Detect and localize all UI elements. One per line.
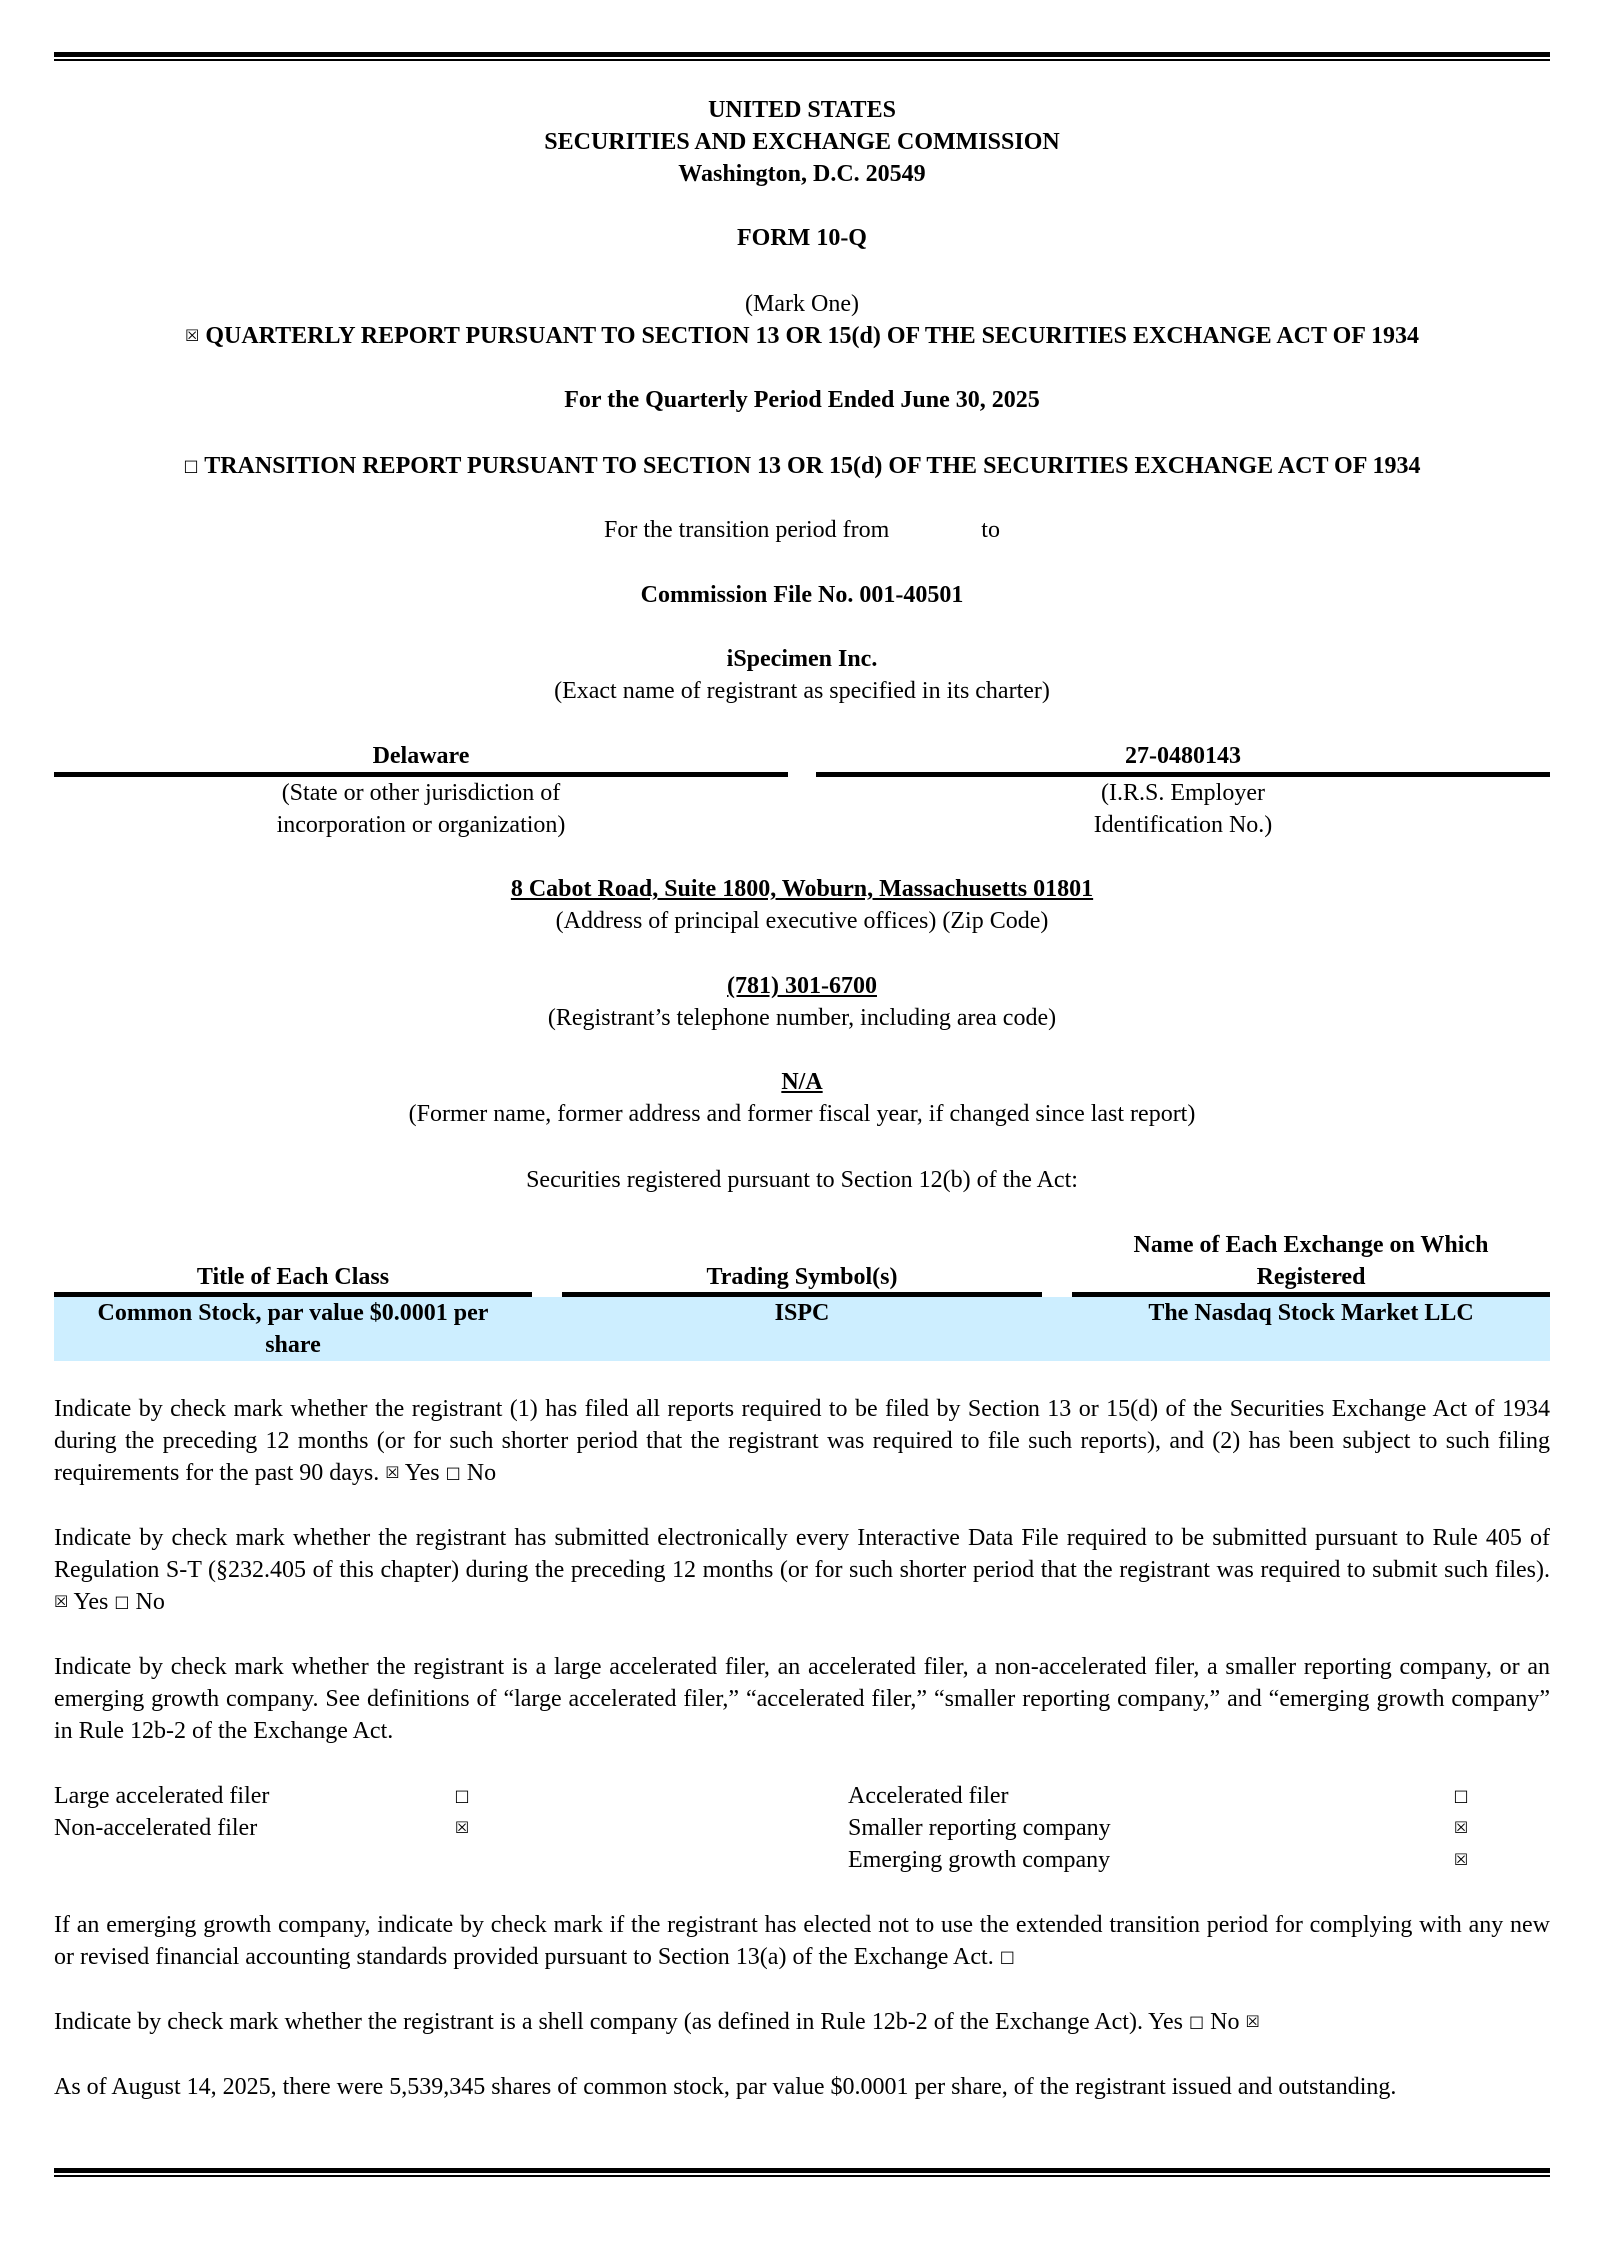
reports-filed-paragraph [54, 1393, 1550, 1491]
accelerated-filer-mark: □ [1453, 1786, 1469, 1805]
mark-one: (Mark One) [745, 291, 859, 317]
interactive-data-no-checkbox: □ [114, 1592, 130, 1611]
bottom-double-rule [54, 2168, 1550, 2177]
reports-filed-no-checkbox: □ [445, 1463, 461, 1482]
former-name-text: N/A [781, 1069, 823, 1095]
top-double-rule [54, 52, 1550, 61]
cell-title-line-2: share [265, 1332, 321, 1358]
non-accelerated-filer-checkbox [442, 1812, 482, 1844]
ein-caption-line-1: (I.R.S. Employer [1101, 780, 1265, 806]
header-exchange-line-1: Name of Each Exchange on Which [1133, 1232, 1489, 1258]
shell-company-text: Indicate by check mark whether the registrant is a shell company (as defined in Rule 12b-2 of the Exchange Act). [54, 2009, 1143, 2035]
quarterly-report-line [54, 320, 1550, 354]
country-heading: UNITED STATES [708, 97, 896, 123]
agency-heading: SECURITIES AND EXCHANGE COMMISSION [544, 129, 1060, 155]
state-caption-line-2: incorporation or organization) [276, 812, 566, 838]
interactive-data-text: Indicate by check mark whether the registrant has submitted electronically every Interactive Data File required to be submitted pursuant to Rule 405 of Regulation S-T (§232.405 of this chapter) during the preceding 12 months (or for such shorter period that the registrant was required to submit such files). [54, 1525, 1550, 1583]
reports-filed-text: Indicate by check mark whether the registrant (1) has filed all reports required to be filed by Section 13 or 15(d) of the Securities Exchange Act of 1934 during the preceding 12 months (or for such shorter period that the registrant was required to file such reports), and (2) has been subject to such filing requirements for the past 90 days. [54, 1396, 1550, 1486]
shares-outstanding-paragraph: As of August 14, 2025, there were 5,539,345 shares of common stock, par value $0.0001 per share, of the registrant issued and outstanding. [54, 2074, 1397, 2100]
interactive-data-yes-label: Yes [73, 1589, 109, 1615]
transition-report-line [54, 450, 1550, 484]
quarterly-checkbox: ☒ [184, 326, 200, 345]
non-accelerated-filer-mark: ☒ [454, 1818, 470, 1837]
cell-title-line-1: Common Stock, par value $0.0001 per [97, 1300, 489, 1326]
quarterly-period: For the Quarterly Period Ended June 30, 2025 [564, 387, 1040, 413]
shell-company-paragraph [54, 2006, 1550, 2040]
accelerated-filer-checkbox [1441, 1780, 1481, 1812]
registrant-name-caption: (Exact name of registrant as specified in its charter) [554, 678, 1050, 704]
commission-file-number: Commission File No. 001-40501 [640, 582, 964, 608]
securities-intro: Securities registered pursuant to Section 12(b) of the Act: [526, 1167, 1078, 1193]
interactive-data-yes-checkbox: ☒ [54, 1592, 69, 1611]
transition-period-to: to [981, 517, 1000, 543]
header-title-of-class: Title of Each Class [196, 1264, 390, 1290]
extended-transition-checkbox: □ [999, 1947, 1015, 1966]
emerging-growth-company-label: Emerging growth company [848, 1847, 1111, 1873]
reports-filed-no-label: No [466, 1460, 497, 1486]
shell-company-yes-checkbox: □ [1188, 2012, 1205, 2031]
telephone-caption: (Registrant’s telephone number, including area code) [547, 1005, 1057, 1031]
address-caption: (Address of principal executive offices) (Zip Code) [555, 908, 1049, 934]
telephone-text: (781) 301-6700 [727, 973, 877, 999]
interactive-data-no-label: No [135, 1589, 165, 1615]
quarterly-report-text: QUARTERLY REPORT PURSUANT TO SECTION 13 OR 15(d) OF THE SECURITIES EXCHANGE ACT OF 1934 [205, 323, 1420, 349]
smaller-reporting-company-mark: ☒ [1453, 1818, 1469, 1837]
interactive-data-paragraph [54, 1522, 1550, 1620]
cell-exchange: The Nasdaq Stock Market LLC [1148, 1300, 1474, 1326]
form-10q-cover-page [54, 0, 1550, 2264]
shell-company-yes-label: Yes [1148, 2009, 1183, 2035]
former-name [54, 1066, 1550, 1098]
transition-checkbox: □ [183, 456, 199, 475]
header-trading-symbol: Trading Symbol(s) [706, 1264, 898, 1290]
former-name-caption: (Former name, former address and former fiscal year, if changed since last report) [408, 1101, 1196, 1127]
telephone-number [54, 970, 1550, 1002]
smaller-reporting-company-label: Smaller reporting company [848, 1815, 1111, 1841]
address-text: 8 Cabot Road, Suite 1800, Woburn, Massachusetts 01801 [510, 876, 1094, 902]
large-accelerated-filer-label: Large accelerated filer [54, 1783, 270, 1809]
filer-definition-paragraph: Indicate by check mark whether the registrant is a large accelerated filer, an accelerated filer, a non-accelerated filer, a smaller reporting company, or an emerging growth company. See definitions of “large accelerated filer,” “accelerated filer,” “smaller reporting company,” and “emerging growth company” in Rule 12b-2 of the Exchange Act. [54, 1654, 1550, 1744]
state-caption-line-1: (State or other jurisdiction of [281, 780, 561, 806]
shell-company-no-checkbox: ☒ [1245, 2012, 1260, 2031]
non-accelerated-filer-label: Non-accelerated filer [54, 1815, 258, 1841]
form-title: FORM 10-Q [737, 225, 867, 251]
reports-filed-yes-checkbox: ☒ [385, 1463, 400, 1482]
extended-transition-paragraph [54, 1909, 1550, 1975]
registrant-name: iSpecimen Inc. [726, 646, 878, 672]
shell-company-no-label: No [1210, 2009, 1240, 2035]
city-heading: Washington, D.C. 20549 [678, 161, 926, 187]
extended-transition-text: If an emerging growth company, indicate by check mark if the registrant has elected not to use the extended transition period for complying with any new or revised financial accounting standards provided pursuant to Section 13(a) of the Exchange Act. [54, 1912, 1550, 1970]
reports-filed-yes-label: Yes [404, 1460, 440, 1486]
smaller-reporting-company-checkbox [1441, 1812, 1481, 1844]
header-exchange-line-2: Registered [1256, 1264, 1366, 1290]
transition-period-line [54, 514, 1550, 546]
irs-employer-id: 27-0480143 [1125, 743, 1241, 769]
transition-period-from: For the transition period from [604, 517, 890, 543]
emerging-growth-company-checkbox [1441, 1844, 1481, 1876]
accelerated-filer-label: Accelerated filer [848, 1783, 1009, 1809]
large-accelerated-filer-checkbox [442, 1780, 482, 1812]
large-accelerated-filer-mark: □ [454, 1786, 470, 1805]
ein-caption-line-2: Identification No.) [1093, 812, 1273, 838]
state-of-incorporation: Delaware [372, 743, 470, 769]
principal-office-address [54, 873, 1550, 905]
emerging-growth-company-mark: ☒ [1453, 1850, 1469, 1869]
transition-report-text: TRANSITION REPORT PURSUANT TO SECTION 13 OR 15(d) OF THE SECURITIES EXCHANGE ACT OF 1934 [204, 453, 1421, 479]
cell-trading-symbol: ISPC [774, 1300, 830, 1326]
